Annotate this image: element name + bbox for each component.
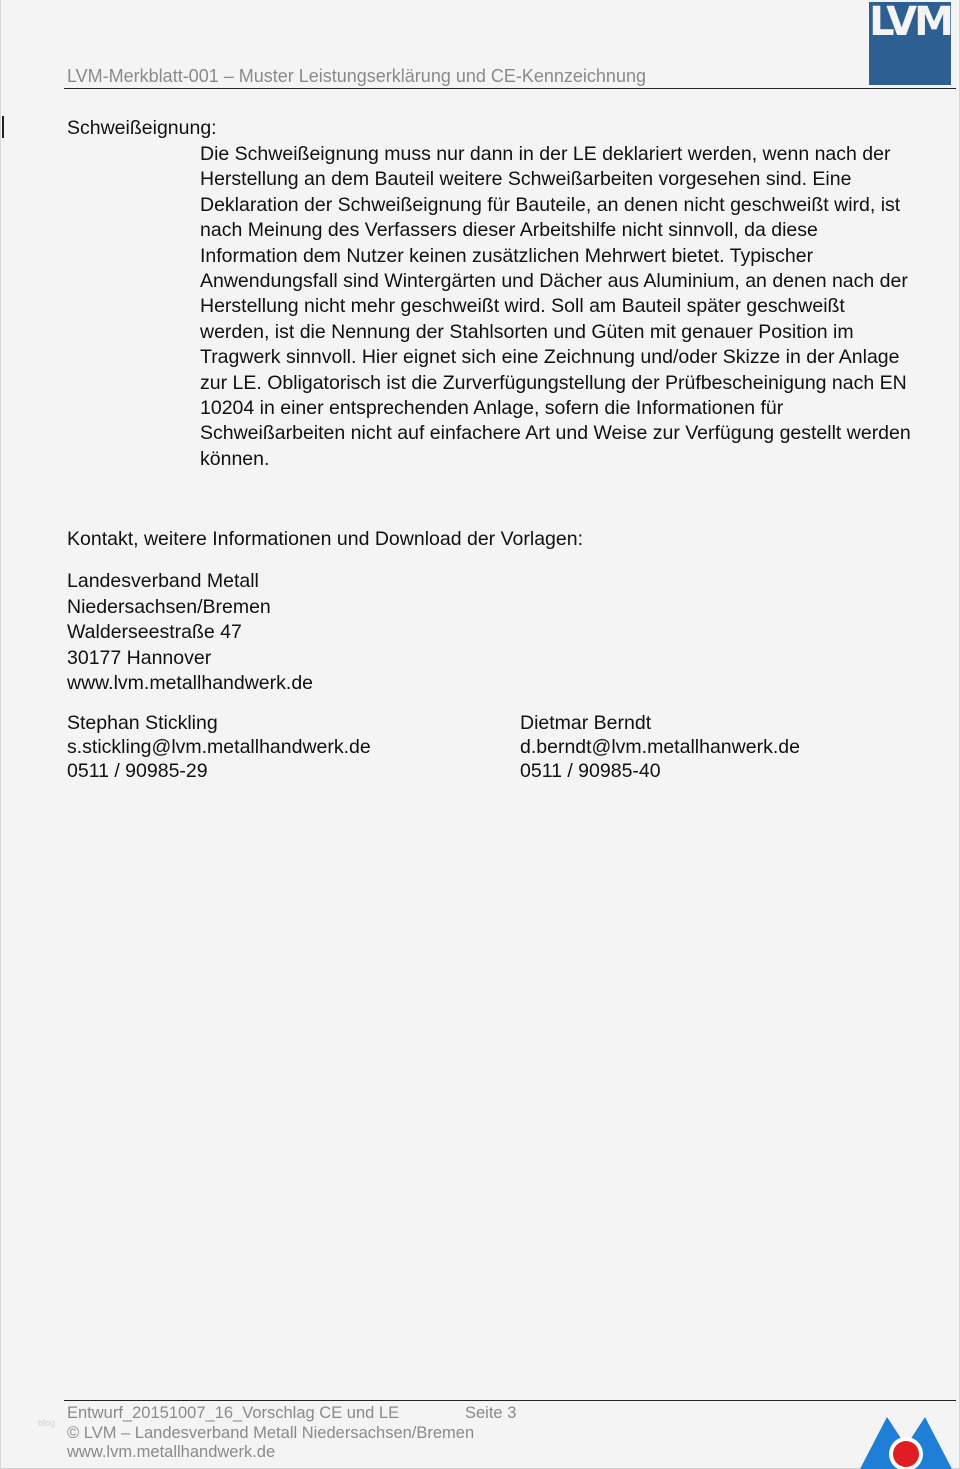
address-block (67, 569, 313, 697)
paragraph-line: Herstellung an dem Bauteil weitere Schweißarbeiten vorgesehen sind. Eine (200, 168, 852, 191)
lvm-logo-text: LVM (869, 2, 951, 45)
page-number: Seite 3 (465, 1404, 517, 1422)
section-paragraph (200, 142, 960, 472)
watermark: blog (38, 1418, 56, 1428)
org-street: Walderseestraße 47 (67, 621, 242, 643)
person-email-link[interactable]: d.berndt@lvm.metallhanwerk.de (520, 736, 800, 758)
paragraph-line: zur LE. Obligatorisch ist die Zurverfügungstellung der Prüfbescheinigung nach EN (200, 371, 907, 394)
org-name: Landesverband Metall (67, 570, 259, 592)
contact-person (520, 711, 800, 783)
paragraph-line: können. (200, 447, 270, 470)
contact-person (67, 711, 371, 783)
paragraph-line: Information dem Nutzer keinen zusätzlichen Mehrwert bietet. Typischer (200, 244, 814, 267)
lvm-mountain-logo-icon (856, 1404, 956, 1469)
org-city: 30177 Hannover (67, 646, 212, 669)
person-name: Dietmar Berndt (520, 712, 652, 734)
text-cursor-marker (2, 116, 4, 138)
footer-divider (64, 1400, 956, 1401)
paragraph-line: 10204 in einer entsprechenden Anlage, sofern die Informationen für (200, 397, 784, 420)
paragraph-line: werden, ist die Nennung der Stahlsorten und Güten mit genauer Position im (200, 320, 854, 343)
paragraph-line: Tragwerk sinnvoll. Hier eignet sich eine Zeichnung und/oder Skizze in der Anlage (200, 346, 900, 369)
person-phone: 0511 / 90985-40 (520, 760, 661, 782)
paragraph-line: Deklaration der Schweißeignung für Bauteile, an denen nicht geschweißt wird, ist (200, 193, 901, 216)
paragraph-line: nach Meinung des Verfassers dieser Arbeitshilfe nicht sinnvoll, da diese (200, 219, 818, 242)
footer-copyright: © LVM – Landesverband Metall Niedersachsen/Bremen (67, 1423, 475, 1442)
paragraph-line: Herstellung nicht mehr geschweißt wird. Soll am Bauteil später geschweißt (200, 295, 845, 318)
paragraph-line: Die Schweißeignung muss nur dann in der LE deklariert werden, wenn nach der (200, 143, 891, 165)
document-header-title: LVM-Merkblatt-001 – Muster Leistungserklärung und CE-Kennzeichnung (67, 66, 646, 86)
person-phone: 0511 / 90985-29 (67, 760, 208, 782)
person-email-link[interactable]: s.stickling@lvm.metallhandwerk.de (67, 736, 371, 758)
person-name: Stephan Stickling (67, 712, 218, 734)
section-heading: Schweißeignung: (67, 117, 217, 139)
footer-website-link[interactable]: www.lvm.metallhandwerk.de (67, 1443, 276, 1462)
paragraph-line: Anwendungsfall sind Wintergärten und Dächer aus Aluminium, an denen nach der (200, 270, 908, 293)
footer-text (67, 1404, 474, 1463)
header-divider (64, 88, 956, 89)
org-website-link[interactable]: www.lvm.metallhandwerk.de (67, 672, 314, 694)
footer-draft-name: Entwurf_20151007_16_Vorschlag CE und LE (67, 1404, 400, 1422)
lvm-logo (869, 2, 951, 85)
org-region: Niedersachsen/Bremen (67, 595, 271, 618)
paragraph-line: Schweißarbeiten nicht auf einfachere Art und Weise zur Verfügung gestellt werden (200, 422, 911, 445)
contact-heading: Kontakt, weitere Informationen und Download der Vorlagen: (67, 528, 583, 550)
